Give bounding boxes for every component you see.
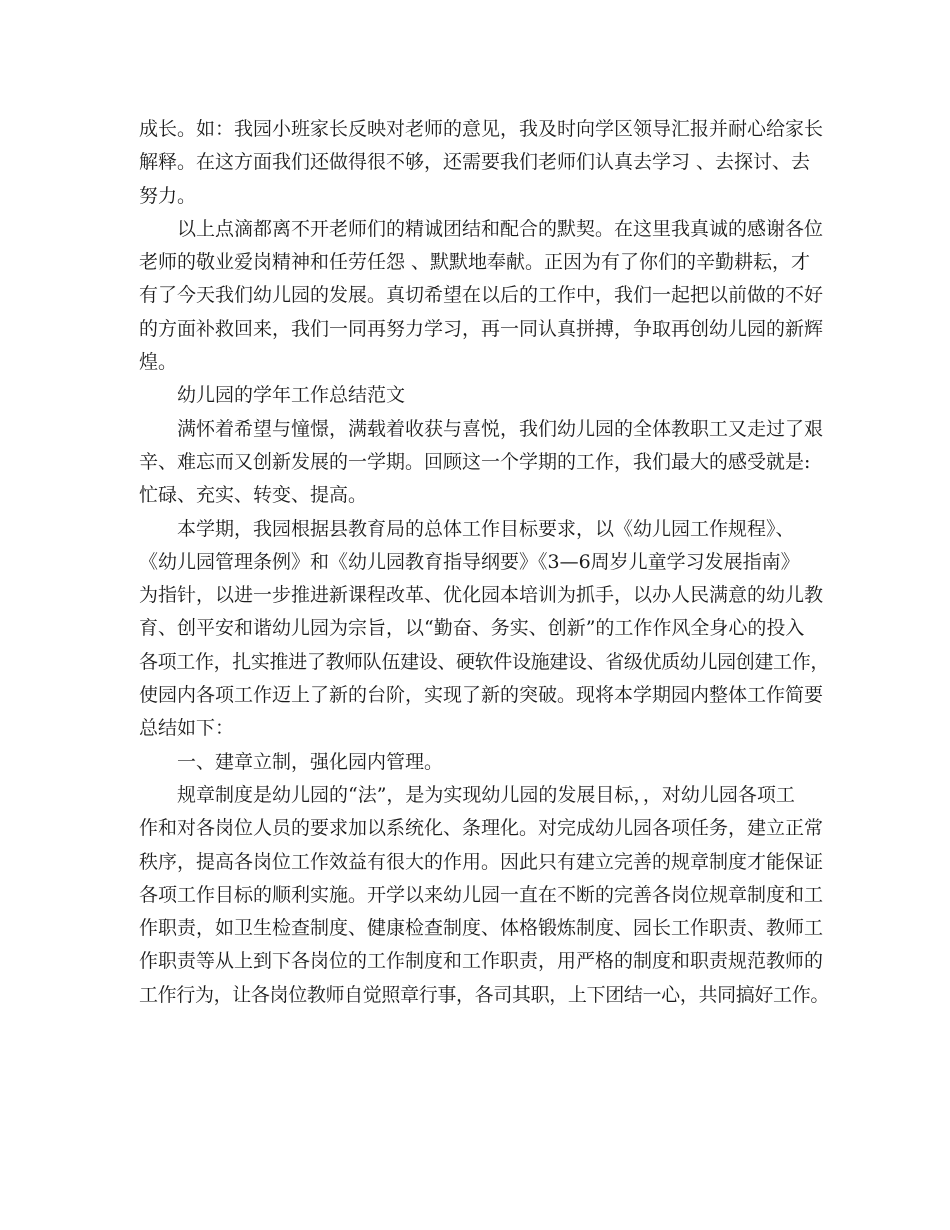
text-line: 各项工作目标的顺利实施。开学以来幼儿园一直在不断的完善各岗位规章制度和工 xyxy=(139,883,824,906)
text-line: 本学期，我园根据县教育局的总体工作目标要求，以《幼儿园工作规程》、 xyxy=(177,517,795,540)
text-line: 努力。 xyxy=(139,184,197,207)
text-line: 作职责等从上到下各岗位的工作制度和工作职责，用严格的制度和职责规范教师的 xyxy=(139,950,824,973)
text-line: 使园内各项工作迈上了新的台阶，实现了新的突破。现将本学期园内整体工作简要 xyxy=(139,684,824,707)
text-line: 幼儿园的学年工作总结范文 xyxy=(177,384,406,407)
text-line: 《幼儿园管理条例》和《幼儿园教育指导纲要》《3—6周岁儿童学习发展指南》 xyxy=(139,550,800,573)
text-line: 忙碌、充实、转变、提高。 xyxy=(139,484,368,507)
text-line: 成长。如：我园小班家长反映对老师的意见，我及时向学区领导汇报并耐心给家长 xyxy=(139,118,824,140)
text-line: 的方面补救回来，我们一同再努力学习，再一同认真拼搏，争取再创幼儿园的新辉 xyxy=(139,317,824,340)
text-line: 解释。在这方面我们还做得很不够，还需要我们老师们认真去学习 、去探讨、去 xyxy=(139,151,811,174)
text-line: 一、建章立制，强化园内管理。 xyxy=(177,750,444,773)
text-line: 作和对各岗位人员的要求加以系统化、条理化。对完成幼儿园各项任务，建立正常 xyxy=(139,817,824,840)
text-line: 总结如下： xyxy=(139,717,235,740)
text-line: 秩序，提高各岗位工作效益有很大的作用。因此只有建立完善的规章制度才能保证 xyxy=(139,850,824,873)
text-line: 以上点滴都离不开老师们的精诚团结和配合的默契。在这里我真诚的感谢各位 xyxy=(177,217,824,240)
text-line: 规章制度是幼儿园的“法”，是为实现幼儿园的发展目标，，对幼儿园各项工 xyxy=(177,783,795,806)
text-line: 煌。 xyxy=(139,351,178,374)
text-line: 育、创平安和谐幼儿园为宗旨，以“勤奋、务实、创新”的工作作风全身心的投入 xyxy=(139,617,805,640)
text-line: 为指针，以进一步推进新课程改革、优化园本培训为抓手，以办人民满意的幼儿教 xyxy=(139,584,824,607)
text-line: 工作行为，让各岗位教师自觉照章行事，各司其职，上下团结一心，共同搞好工作。 xyxy=(139,983,830,1006)
text-line: 辛、难忘而又创新发展的一学期。回顾这一个学期的工作，我们最大的感受就是: xyxy=(139,450,811,473)
text-line: 作职责，如卫生检查制度、健康检查制度、体格锻炼制度、园长工作职责、教师工 xyxy=(139,917,824,940)
text-line: 有了今天我们幼儿园的发展。真切希望在以后的工作中，我们一起把以前做的不好 xyxy=(139,284,824,307)
text-line: 各项工作，扎实推进了教师队伍建设、硬软件设施建设、省级优质幼儿园创建工作， xyxy=(139,650,830,673)
text-line: 老师的敬业爱岗精神和任劳任怨 、默默地奉献。正因为有了你们的辛勤耕耘，才 xyxy=(139,251,811,274)
document-body xyxy=(139,113,829,1012)
text-line: 满怀着希望与憧憬，满载着收获与喜悦，我们幼儿园的全体教职工又走过了艰 xyxy=(177,417,824,440)
